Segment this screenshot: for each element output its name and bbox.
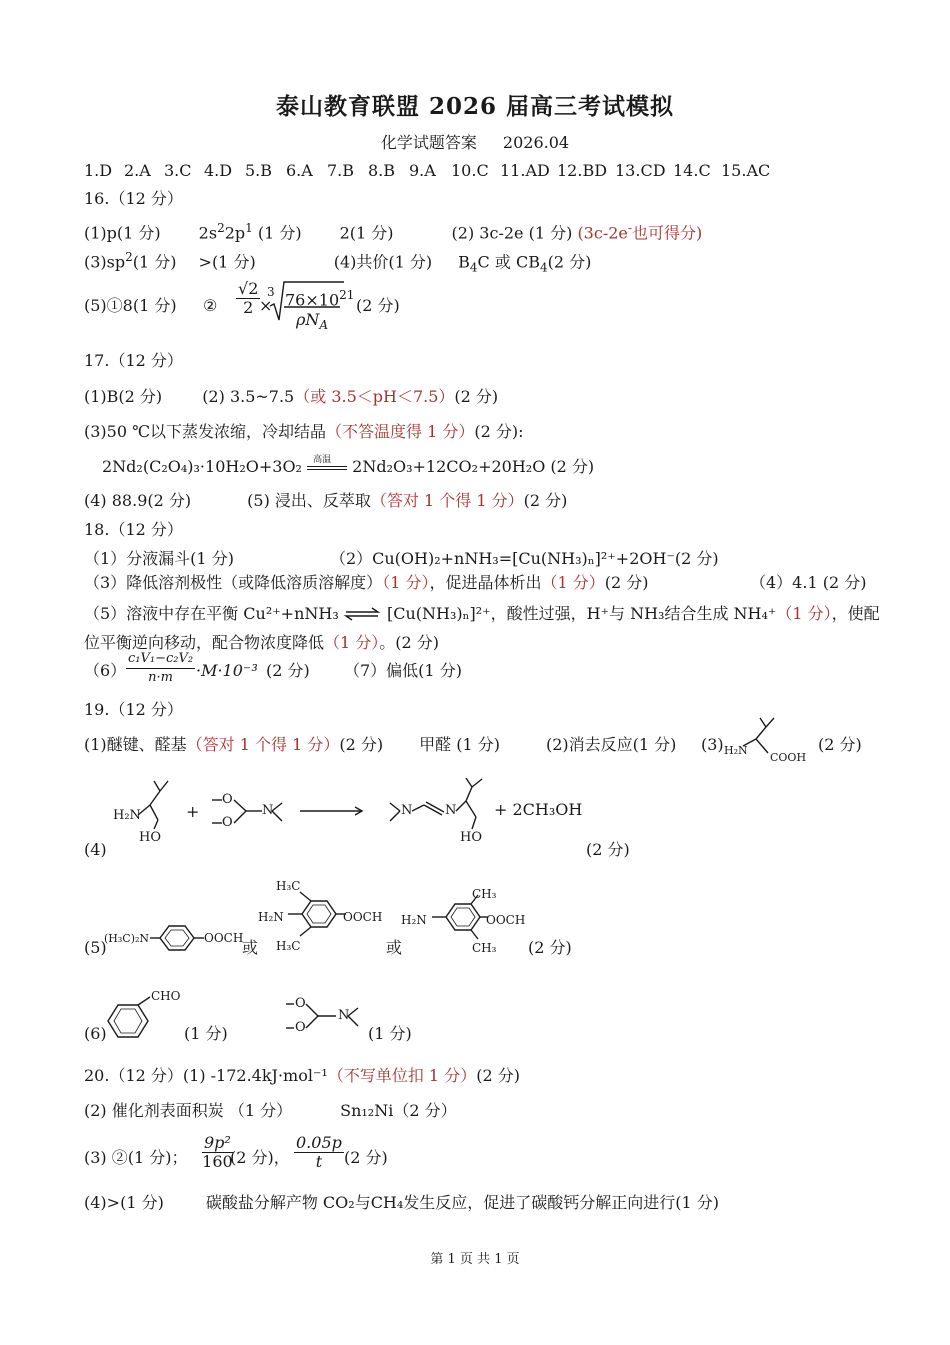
q16-3-sup: 2 bbox=[125, 250, 133, 264]
q17-5-score: (2 分) bbox=[523, 491, 568, 510]
q19-6-score2: (1 分) bbox=[368, 1024, 412, 1043]
choice-4: 4.D bbox=[204, 161, 233, 180]
q16-radicand-base: 76×10 bbox=[285, 290, 340, 310]
q18-line1 bbox=[84, 549, 719, 569]
q18-3-score: (2 分) bbox=[604, 573, 649, 592]
q16-1: (1)p(1 分) bbox=[84, 223, 161, 243]
q20-1-score: (2 分) bbox=[476, 1066, 520, 1085]
q20-3-score2: (2 分) bbox=[344, 1148, 388, 1167]
q19-4-prod-n2: N bbox=[445, 803, 457, 818]
choice-answers bbox=[84, 161, 770, 181]
q18-1: （1）分液漏斗(1 分) bbox=[84, 549, 234, 568]
q19-6-o1: O bbox=[295, 996, 306, 1011]
q17-eq-right: 2Nd₂O₃+12CO₂+20H₂O (2 分) bbox=[352, 457, 595, 476]
choice-7: 7.B bbox=[327, 161, 355, 180]
q19-3-score: (2 分) bbox=[818, 735, 862, 754]
q19-4-byproduct: + 2CH₃OH bbox=[494, 800, 583, 819]
q17-2-score: (2 分) bbox=[454, 387, 499, 406]
q17-3-score: (2 分): bbox=[474, 422, 524, 441]
q18-5-note1: （1 分） bbox=[776, 604, 832, 623]
q19-5-score: (2 分) bbox=[528, 938, 572, 957]
q18-6-num: c₁V₁−c₂V₂ bbox=[126, 650, 195, 669]
q16-2: (2) 3c-2e (1 分) bbox=[451, 223, 573, 243]
q19-1b: 甲醛 (1 分) bbox=[419, 735, 500, 754]
choice-15: 15.AC bbox=[721, 161, 771, 180]
q20-3-f2-den: t bbox=[315, 1152, 323, 1171]
q19-5a-nme2: (H₃C)₂N bbox=[104, 932, 150, 945]
q19-2: (2)消去反应(1 分) bbox=[546, 735, 677, 754]
q18-7: （7）偏低(1 分) bbox=[344, 661, 462, 680]
q20-2: (2) 催化剂表面积炭 （1 分） bbox=[84, 1101, 293, 1120]
q19-heading: 19.（12 分） bbox=[84, 700, 183, 719]
q16-rho-na: ρN bbox=[296, 310, 320, 329]
q19-line1 bbox=[84, 735, 676, 755]
q19-4-prod-ho: HO bbox=[460, 830, 482, 845]
q16-3b: >(1 分) bbox=[198, 252, 256, 272]
q18-5-note2: （1 分） bbox=[324, 633, 380, 652]
choice-2: 2.A bbox=[124, 161, 151, 180]
q18-5a: （5）溶液中存在平衡 Cu²⁺+nNH₃ bbox=[84, 604, 339, 623]
choice-13: 13.CD bbox=[615, 161, 666, 180]
page-footer: 第 1 页 共 1 页 bbox=[430, 1252, 520, 1267]
q16-4b-sub1: 4 bbox=[469, 260, 478, 275]
q16-4b-b: C 或 CB bbox=[477, 252, 540, 272]
q19-5c-h2n: H₂N bbox=[401, 913, 427, 927]
q17-equation bbox=[102, 457, 594, 477]
q16-line3-a: (5)①8(1 分) bbox=[84, 296, 177, 315]
q19-3-label: (3) bbox=[701, 735, 724, 754]
q19-4-n: N bbox=[262, 803, 274, 818]
q18-5-score: 。(2 分) bbox=[379, 633, 440, 652]
q19-1-note: （答对 1 个得 1 分） bbox=[186, 735, 340, 754]
q19-6-label: (6) bbox=[84, 1024, 107, 1043]
q17-3-note: （不答温度得 1 分） bbox=[326, 422, 475, 441]
subtitle: 化学试题答案 bbox=[380, 133, 477, 152]
q19-4-plus: + bbox=[186, 802, 200, 821]
q16-sqrt2: √2 bbox=[238, 279, 259, 298]
q20-3-f1-den: 160 bbox=[202, 1152, 233, 1171]
q19-6-o2: O bbox=[295, 1020, 306, 1035]
q18-5c: ，使配 bbox=[831, 604, 880, 623]
q17-1: (1)B(2 分) bbox=[84, 387, 163, 406]
q17-line2 bbox=[84, 422, 524, 442]
q16-na-sub: A bbox=[319, 318, 329, 333]
q17-heading: 17.（12 分） bbox=[84, 351, 183, 370]
q16-root-index: 3 bbox=[267, 285, 275, 299]
page-title: 泰山教育联盟 2026 届高三考试模拟 bbox=[275, 93, 675, 120]
q16-config-score: (1 分) bbox=[252, 223, 302, 243]
q17-line4 bbox=[84, 491, 567, 511]
q20-2b: Sn₁₂Ni（2 分） bbox=[340, 1101, 457, 1120]
q18-2: （2）Cu(OH)₂+nNH₃=[Cu(NH₃)ₙ]²⁺+2OH⁻(2 分) bbox=[329, 549, 719, 568]
q17-eq-left: 2Nd₂(C₂O₄)₃·10H₂O+3O₂ bbox=[102, 457, 302, 476]
q17-2: (2) 3.5~7.5 bbox=[202, 387, 295, 406]
q16-4: (4)共价(1 分) bbox=[333, 252, 433, 272]
q16-4b-sub2: 4 bbox=[539, 260, 548, 275]
q19-5-or2: 或 bbox=[386, 938, 403, 957]
q16-3: (3)sp bbox=[84, 252, 126, 272]
choice-11: 11.AD bbox=[500, 161, 550, 180]
date: 2026.04 bbox=[502, 133, 570, 152]
q19-4-prod-n1: N bbox=[401, 803, 413, 818]
choice-6: 6.A bbox=[286, 161, 313, 180]
q16-radicand-exp: 21 bbox=[339, 288, 355, 302]
q16-2-note-tail: 也可得分) bbox=[631, 223, 703, 243]
q19-6-n: N bbox=[338, 1008, 350, 1023]
q16-times: × bbox=[259, 296, 273, 315]
q19-5b-ch3-top: H₃C bbox=[276, 879, 301, 893]
q20-3-label: (3) ②(1 分)； bbox=[84, 1148, 188, 1167]
q20-1: 20.（12 分）(1) -172.4kJ·mol⁻¹ bbox=[84, 1066, 328, 1085]
q17-2-note: （或 3.5＜pH＜7.5） bbox=[294, 387, 455, 406]
q18-3b: ，促进晶体析出 bbox=[429, 573, 542, 592]
q17-5-note: （答对 1 个得 1 分） bbox=[370, 491, 524, 510]
q17-5: (5) 浸出、反萃取 bbox=[247, 491, 371, 510]
q16-4b-a: B bbox=[458, 252, 470, 272]
q17-4: (4) 88.9(2 分) bbox=[84, 491, 192, 510]
q19-3-nh2: H₂N bbox=[724, 744, 748, 757]
q20-4b: 碳酸盐分解产物 CO₂与CH₄发生反应，促进了碳酸钙分解正向进行(1 分) bbox=[205, 1193, 720, 1212]
q16-radicand-den bbox=[296, 310, 328, 335]
q19-5a-ring bbox=[150, 920, 210, 956]
q16-3-score: (1 分) bbox=[132, 252, 177, 272]
choice-5: 5.B bbox=[245, 161, 273, 180]
q19-6-cho: CHO bbox=[151, 989, 181, 1003]
q19-4-o2: O bbox=[222, 815, 233, 830]
q18-3-note2: （1 分） bbox=[541, 573, 605, 592]
q19-4-label: (4) bbox=[84, 840, 107, 859]
q16-config-sup1: 2 bbox=[217, 221, 225, 235]
choice-14: 14.C bbox=[673, 161, 711, 180]
q19-5b-h2n: H₂N bbox=[258, 910, 284, 924]
q16-2-note: (3c-2e bbox=[577, 223, 628, 243]
q19-1: (1)醚键、醛基 bbox=[84, 735, 187, 754]
q19-1-score: (2 分) bbox=[339, 735, 384, 754]
q16-line2 bbox=[84, 247, 591, 278]
q19-3-cooh: COOH bbox=[770, 751, 807, 764]
q19-5c-ooch: OOCH bbox=[486, 913, 526, 927]
q18-equilibrium-arrow bbox=[344, 604, 382, 624]
q17-eq-arrow bbox=[307, 457, 347, 477]
choice-10: 10.C bbox=[451, 161, 489, 180]
q16-line3-b: ② bbox=[203, 296, 218, 315]
q19-5c-ch3-top: CH₃ bbox=[472, 887, 497, 901]
q20-line4 bbox=[84, 1193, 719, 1213]
q16-two: 2 bbox=[243, 298, 254, 317]
q19-5b-ooch: OOCH bbox=[343, 910, 383, 924]
q19-6-score1: (1 分) bbox=[184, 1024, 228, 1043]
choice-3: 3.C bbox=[164, 161, 192, 180]
q18-4: （4）4.1 (2 分) bbox=[750, 573, 867, 592]
q19-5b-ch3-bot: H₃C bbox=[276, 939, 301, 953]
q18-3-note1: （1 分） bbox=[382, 573, 430, 592]
q19-4-score: (2 分) bbox=[586, 840, 630, 859]
q20-1-note: （不写单位扣 1 分） bbox=[327, 1066, 477, 1085]
q19-4-o1: O bbox=[222, 792, 233, 807]
q18-6-tail: ·M·10⁻³ bbox=[196, 661, 258, 680]
q18-6-den: n·m bbox=[148, 670, 173, 685]
q18-6-score: (2 分) bbox=[266, 661, 310, 680]
q20-4: (4)>(1 分) bbox=[84, 1193, 164, 1212]
q19-4-ho: HO bbox=[139, 830, 161, 845]
q16-config-b: 2p bbox=[224, 223, 246, 243]
q16-config-sup2: 1 bbox=[245, 221, 253, 235]
choice-1: 1.D bbox=[84, 161, 113, 180]
q18-5d: 位平衡逆向移动，配合物浓度降低 bbox=[84, 633, 325, 652]
q19-4-h2n: H₂N bbox=[113, 808, 141, 823]
q20-line2 bbox=[84, 1101, 457, 1121]
q18-6-frac bbox=[124, 650, 197, 687]
q16-heading: 16.（12 分） bbox=[84, 189, 183, 208]
q20-3-f1-num: 9p² bbox=[204, 1133, 231, 1152]
q19-5-label: (5) bbox=[84, 938, 107, 957]
q18-3: （3）降低溶剂极性（或降低溶质溶解度） bbox=[84, 573, 383, 592]
q19-5c-ch3-bot: CH₃ bbox=[472, 941, 497, 955]
q17-line1 bbox=[84, 387, 498, 407]
q16-count: 2(1 分) bbox=[339, 223, 394, 243]
q20-3-score1: (2 分)， bbox=[230, 1148, 290, 1167]
q16-2-note-sup: - bbox=[627, 221, 632, 235]
q16-line1 bbox=[84, 218, 702, 243]
q16-config-a: 2s bbox=[198, 223, 218, 243]
q20-line1 bbox=[84, 1066, 520, 1086]
q16-4b-score: (2 分) bbox=[547, 252, 592, 272]
choice-8: 8.B bbox=[368, 161, 396, 180]
q20-3-f2-num: 0.05p bbox=[296, 1133, 342, 1152]
q18-line2 bbox=[84, 573, 649, 593]
q18-6-label: （6） bbox=[84, 661, 127, 680]
q18-heading: 18.（12 分） bbox=[84, 520, 183, 539]
q18-5b: [Cu(NH₃)ₙ]²⁺，酸性过强，H⁺与 NH₃结合生成 NH₄⁺ bbox=[386, 604, 777, 623]
q19-5a-ooch: OOCH bbox=[204, 931, 244, 945]
subtitle-line bbox=[0, 130, 950, 153]
q18-line3 bbox=[84, 604, 880, 624]
q17-3: (3)50 ℃以下蒸发浓缩，冷却结晶 bbox=[84, 422, 327, 441]
q16-5-score: (2 分) bbox=[356, 296, 400, 315]
choice-12: 12.BD bbox=[557, 161, 608, 180]
choice-9: 9.A bbox=[409, 161, 436, 180]
q19-5-or1: 或 bbox=[242, 938, 259, 957]
q20-3-frac2 bbox=[292, 1134, 346, 1171]
q17-eq-condition: 高温 bbox=[313, 455, 332, 465]
